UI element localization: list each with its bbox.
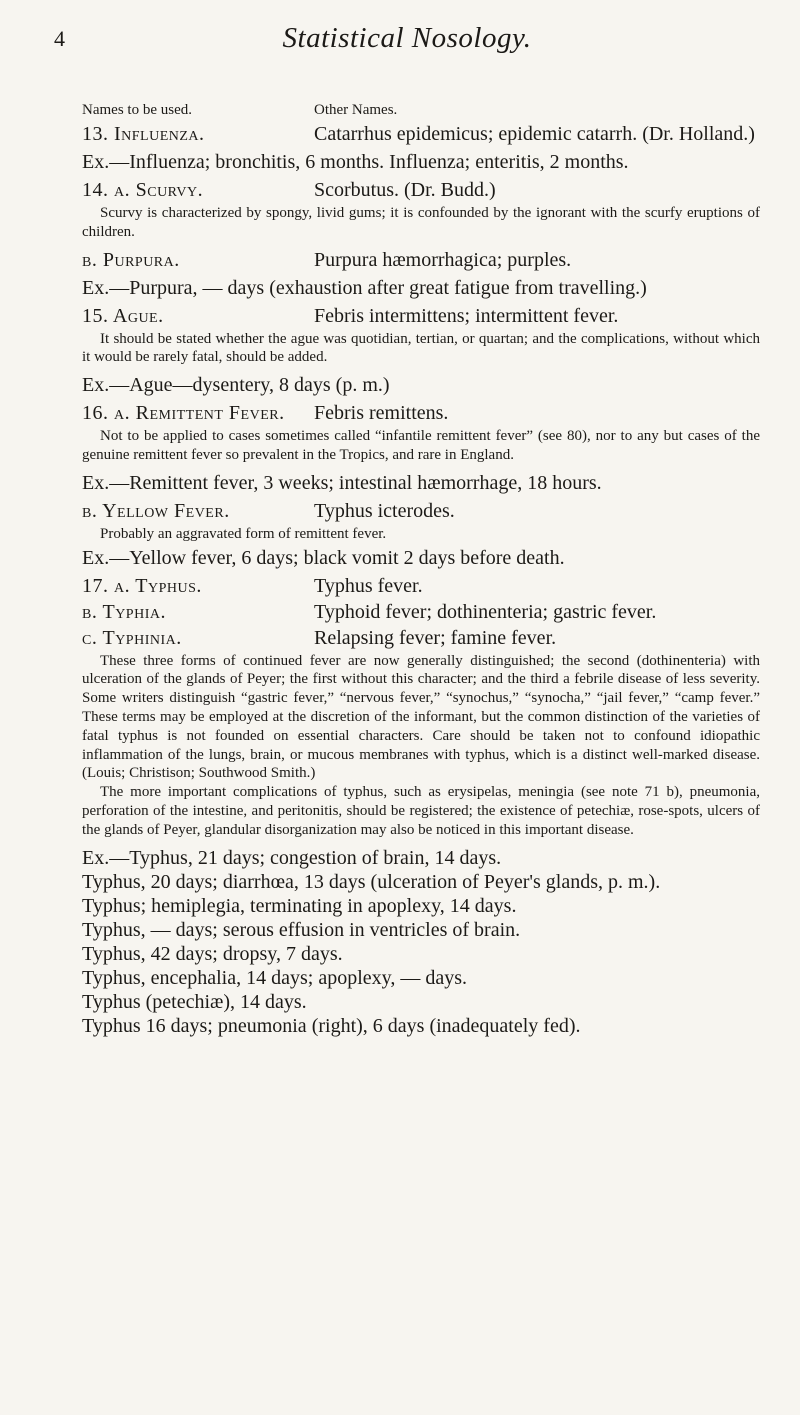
entry-other-names: Catarrhus epidemicus; epidemic catarrh. (Dr. Holland.) [314,123,755,145]
nosology-entry [82,626,760,650]
nosology-entry [82,304,760,328]
entry-name: 13. Influenza. [82,123,205,145]
note-paragraph: Not to be applied to cases sometimes called “infantile remittent fever” (see 80), nor to any but cases of the genuine remittent fever so prevalent in the Tropics, and rare in England. [82,428,760,463]
entry-name: b. Yellow Fever. [82,499,230,522]
column-header-names-to-be-used: Names to be used. [82,102,192,118]
entry-other-names: Typhus icterodes. [314,499,455,522]
entry-other-names: Relapsing fever; famine fever. [314,626,557,649]
example-line: Ex.—Yellow fever, 6 days; black vomit 2 days before death. [82,546,565,569]
example-line: Ex.—Influenza; bronchitis, 6 months. Influenza; enteritis, 2 months. [82,151,629,173]
entry-other-names: Scorbutus. (Dr. Budd.) [314,179,496,201]
column-header-other-names: Other Names. [314,102,398,118]
page-header [54,18,760,58]
nosology-entry [82,248,760,272]
nosology-entry [82,499,760,523]
example-line: Typhus; hemiplegia, terminating in apoplexy, 14 days. [82,894,517,917]
entry-name: b. Typhia. [82,600,166,623]
example-line: Typhus 16 days; pneumonia (right), 6 days (inadequately fed). [82,1014,581,1037]
note-paragraph: It should be stated whether the ague was quotidian, tertian, or quartan; and the complications, without which it would be rarely fatal, should be added. [82,330,760,366]
entry-name: 14. a. Scurvy. [82,179,204,201]
example-line: Ex.—Purpura, — days (exhaustion after great fatigue from travelling.) [82,276,647,299]
column-headers [82,100,760,120]
example-line: Typhus, encephalia, 14 days; apoplexy, — days. [82,966,467,989]
entry-other-names: Purpura hæmorrhagica; purples. [314,248,572,271]
entry-other-names: Febris intermittens; intermittent fever. [314,304,619,327]
entry-other-names: Typhoid fever; dothinenteria; gastric fever. [314,600,657,623]
example-line: Typhus, 20 days; diarrhœa, 13 days (ulceration of Peyer's glands, p. m.). [82,870,661,893]
note-paragraph: These three forms of continued fever are now generally distinguished; the second (dothinenteria) with ulceration of the glands of Peyer; the first without this character; and the third a febrile disease of less severity. Some writers distinguish “gastric fever,” “nervous fever,” “synochus,” “synocha,” “jail fever,” “camp fever.” These terms may be employed at the discretion of the informant, but the common distinction of the varieties of fatal typhus is not founded on essential characters. Care should be taken not to confound idiopathic inflammation of the lungs, brain, or mucous membranes with typhus, which is a distinct well-marked disease. (Louis; Christison; Southwood Smith.) [82,652,760,782]
example-line: Typhus, 42 days; dropsy, 7 days. [82,942,343,965]
example-line: Ex.—Remittent fever, 3 weeks; intestinal hæmorrhage, 18 hours. [82,471,602,494]
nosology-entry [82,401,760,425]
note-paragraph: Probably an aggravated form of remittent fever. [100,525,387,542]
example-line: Typhus (petechiæ), 14 days. [82,990,307,1013]
nosology-entry [82,122,760,146]
entry-name: 17. a. Typhus. [82,574,202,597]
entry-other-names: Typhus fever. [314,574,423,597]
example-line: Typhus, — days; serous effusion in ventricles of brain. [82,918,521,941]
nosology-entry [82,600,760,624]
page-number: 4 [54,26,65,51]
entry-name: b. Purpura. [82,248,180,271]
nosology-entry [82,574,760,598]
entry-name: 16. a. Remittent Fever. [82,402,285,425]
page-content [82,100,760,1038]
note-paragraph: Scurvy is characterized by spongy, livid gums; it is confounded by the ignorant with the scurfy eruptions of children. [82,205,760,240]
nosology-entry [82,178,760,202]
entry-name: 15. Ague. [82,304,164,327]
running-title: Statistical Nosology. [282,22,532,54]
entry-name: c. Typhinia. [82,626,182,649]
entry-other-names: Febris remittens. [314,402,449,425]
example-line: Ex.—Typhus, 21 days; congestion of brain, 14 days. [82,846,502,869]
note-paragraph: The more important complications of typhus, such as erysipelas, meningia (see note 71 b), pneumonia, perforation of the intestine, and peritonitis, should be registered; the existence of petechiæ, rose-spots, ulcers of the glands of Peyer, glandular disorganization may also be noticed in this important disease. [82,784,760,838]
example-line: Ex.—Ague—dysentery, 8 days (p. m.) [82,374,390,397]
